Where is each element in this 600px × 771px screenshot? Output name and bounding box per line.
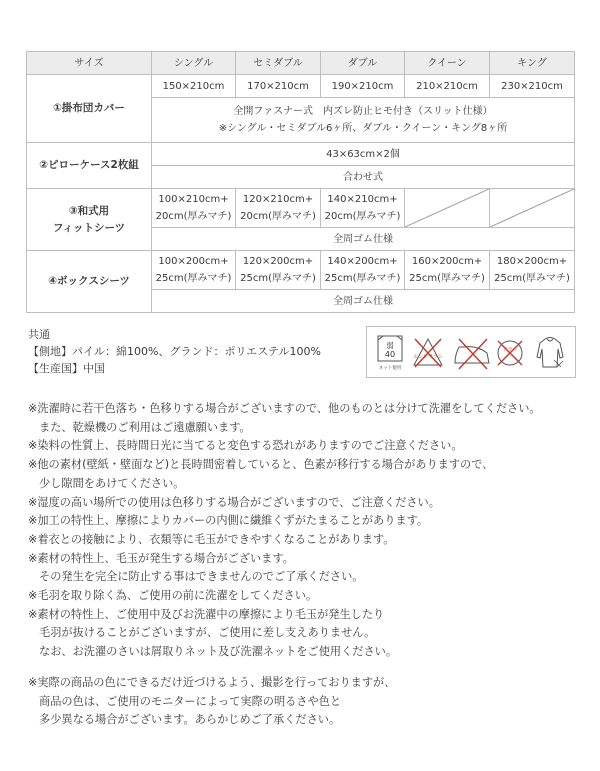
size-line: 25cm(厚みマチ)	[240, 273, 316, 284]
no-dryclean-icon	[498, 341, 522, 365]
size-line: 180×200cm+	[496, 256, 568, 267]
table-cell: 43×63cm×2個	[152, 143, 575, 166]
note-line: ※他の素材(壁紙・壁面など)と長時間密着していると、色素が移行する場合がありますので、	[28, 458, 494, 472]
table-cell: 合わせ式	[152, 166, 575, 189]
header-king: キング	[490, 52, 575, 75]
diagonal-line	[405, 189, 489, 227]
row-label-futon-cover: ①掛布団カバー	[27, 75, 152, 143]
size-line: 140×200cm+	[327, 256, 398, 267]
wash-temp-text: 弱	[386, 341, 394, 350]
row-label-box-sheet: ④ボックスシーツ	[27, 251, 152, 313]
note-line: ※洗濯時に若干色落ち・色移りする場合がございますので、他のものとは分けて洗濯をしてください。	[28, 402, 541, 415]
not-available-cell	[490, 189, 575, 228]
note-line: ※毛羽を取り除く為、ご使用の前に洗濯をしてください。	[28, 589, 318, 603]
size-line: 25cm(厚みマチ)	[155, 273, 232, 284]
no-bleach-icon	[413, 339, 443, 367]
size-line: 140×210cm+	[327, 194, 398, 205]
table-cell	[152, 189, 236, 228]
table-cell: 210×210cm	[405, 75, 490, 98]
care-icons	[367, 327, 575, 377]
table-cell: 190×210cm	[321, 75, 405, 98]
note-line: 毛羽が抜けることがございますが、ご使用に差し支えありません。	[39, 626, 376, 640]
notes-section	[28, 400, 541, 730]
size-line: 100×200cm+	[158, 256, 229, 267]
material-text: 【側地】パイル：綿100%、グランド：ポリエステル100%	[28, 345, 321, 358]
size-line: 120×200cm+	[242, 256, 314, 267]
table-row	[27, 143, 575, 166]
size-line: 120×210cm+	[242, 194, 314, 205]
no-iron-icon	[455, 339, 489, 369]
size-line: 20cm(厚みマチ)	[240, 211, 316, 222]
size-line: 25cm(厚みマチ)	[324, 273, 401, 284]
note-line: ※着衣との接触により、衣類等に毛玉ができやすくなることがあります。	[28, 532, 395, 546]
table-row	[27, 75, 575, 98]
size-line: 20cm(厚みマチ)	[324, 211, 401, 222]
care-label-box	[366, 326, 576, 378]
table-cell	[321, 189, 405, 228]
size-line: 25cm(厚みマチ)	[409, 273, 485, 284]
not-available-cell	[405, 189, 490, 228]
table-cell: 170×210cm	[236, 75, 321, 98]
futon-cover-note	[152, 98, 575, 143]
header-double: ダブル	[321, 52, 405, 75]
note-line: 多少異なる場合がございます。あらかじめご了承ください。	[39, 713, 341, 727]
note-line: ※加工の特性上、摩擦によりカバーの内側に繊維くずがたまることがあります。	[28, 514, 429, 528]
header-semidouble: セミダブル	[236, 52, 321, 75]
header-size: サイズ	[27, 52, 152, 75]
table-cell	[490, 251, 575, 290]
header-queen: クイーン	[405, 52, 490, 75]
note-line: ※素材の特性上、ご使用中及びお洗濯中の摩擦により毛玉が発生したり	[28, 607, 385, 621]
hang-dry-icon	[537, 338, 563, 368]
table-cell: 全周ゴム仕様	[152, 290, 575, 313]
wash-caption-text: ネット使用	[378, 366, 402, 371]
table-cell	[152, 251, 236, 290]
wash-40-net-icon	[378, 336, 402, 371]
notes-gap	[28, 662, 541, 674]
note-line: ※シングル・セミダブル6ヶ所、ダブル・クイーン・キング8ヶ所	[218, 123, 508, 134]
note-line: なお、お洗濯のさいは屑取りネット及び洗濯ネットをご使用ください。	[39, 645, 398, 659]
size-line: 25cm(厚みマチ)	[494, 273, 570, 284]
note-line: 全開ファスナー式 内ズレ防止ヒモ付き（スリット仕様）	[233, 106, 493, 117]
wash-num-text: 40	[384, 350, 396, 359]
bleach-text: エンソサラシ	[412, 354, 444, 360]
label-line: フィットシーツ	[52, 221, 126, 234]
label-line: ③和式用	[68, 204, 110, 217]
table-cell	[236, 251, 321, 290]
dry-text: ドライ	[502, 347, 518, 353]
header-single: シングル	[152, 52, 236, 75]
note-line: その発生を完全に防止する事はできませんのでご了承ください。	[39, 570, 364, 584]
table-cell	[321, 251, 405, 290]
row-label-fitted-sheet	[27, 189, 152, 251]
note-line: ※実際の商品の色にできるだけ近づけるよう、撮影を行っておりますが、	[28, 675, 396, 689]
size-spec-table	[26, 51, 575, 313]
table-cell: 150×210cm	[152, 75, 236, 98]
table-row	[27, 189, 575, 228]
table-cell	[236, 189, 321, 228]
table-cell	[405, 251, 490, 290]
note-line: また、乾燥機のご利用はご遠慮願います。	[39, 420, 251, 434]
origin-text: 【生産国】中国	[28, 362, 105, 375]
note-line: ※湿度の高い場所での使用は色移りする場合がございますので、ご注意ください。	[28, 495, 440, 509]
table-cell: 全周ゴム仕様	[152, 228, 575, 251]
table-row	[27, 251, 575, 290]
size-line: 100×210cm+	[158, 194, 229, 205]
row-label-pillow-case: ②ピローケース2枚組	[27, 143, 152, 189]
note-line: ※染料の性質上、長時間日光に当てると変色する恐れがありますのでご注意ください。	[28, 439, 463, 453]
note-line: ※素材の特性上、毛玉が発生する場合がございます。	[28, 551, 294, 565]
diagonal-line	[490, 189, 574, 227]
common-info	[28, 326, 321, 377]
size-line: 20cm(厚みマチ)	[155, 211, 232, 222]
note-line: 商品の色は、ご使用のモニターによって実際の明るさや色と	[39, 694, 342, 708]
common-title: 共通	[28, 328, 50, 341]
table-cell: 230×210cm	[490, 75, 575, 98]
note-line: 少し隙間をあけてください。	[39, 476, 185, 490]
size-line: 160×200cm+	[411, 256, 483, 267]
table-header-row	[27, 52, 575, 75]
